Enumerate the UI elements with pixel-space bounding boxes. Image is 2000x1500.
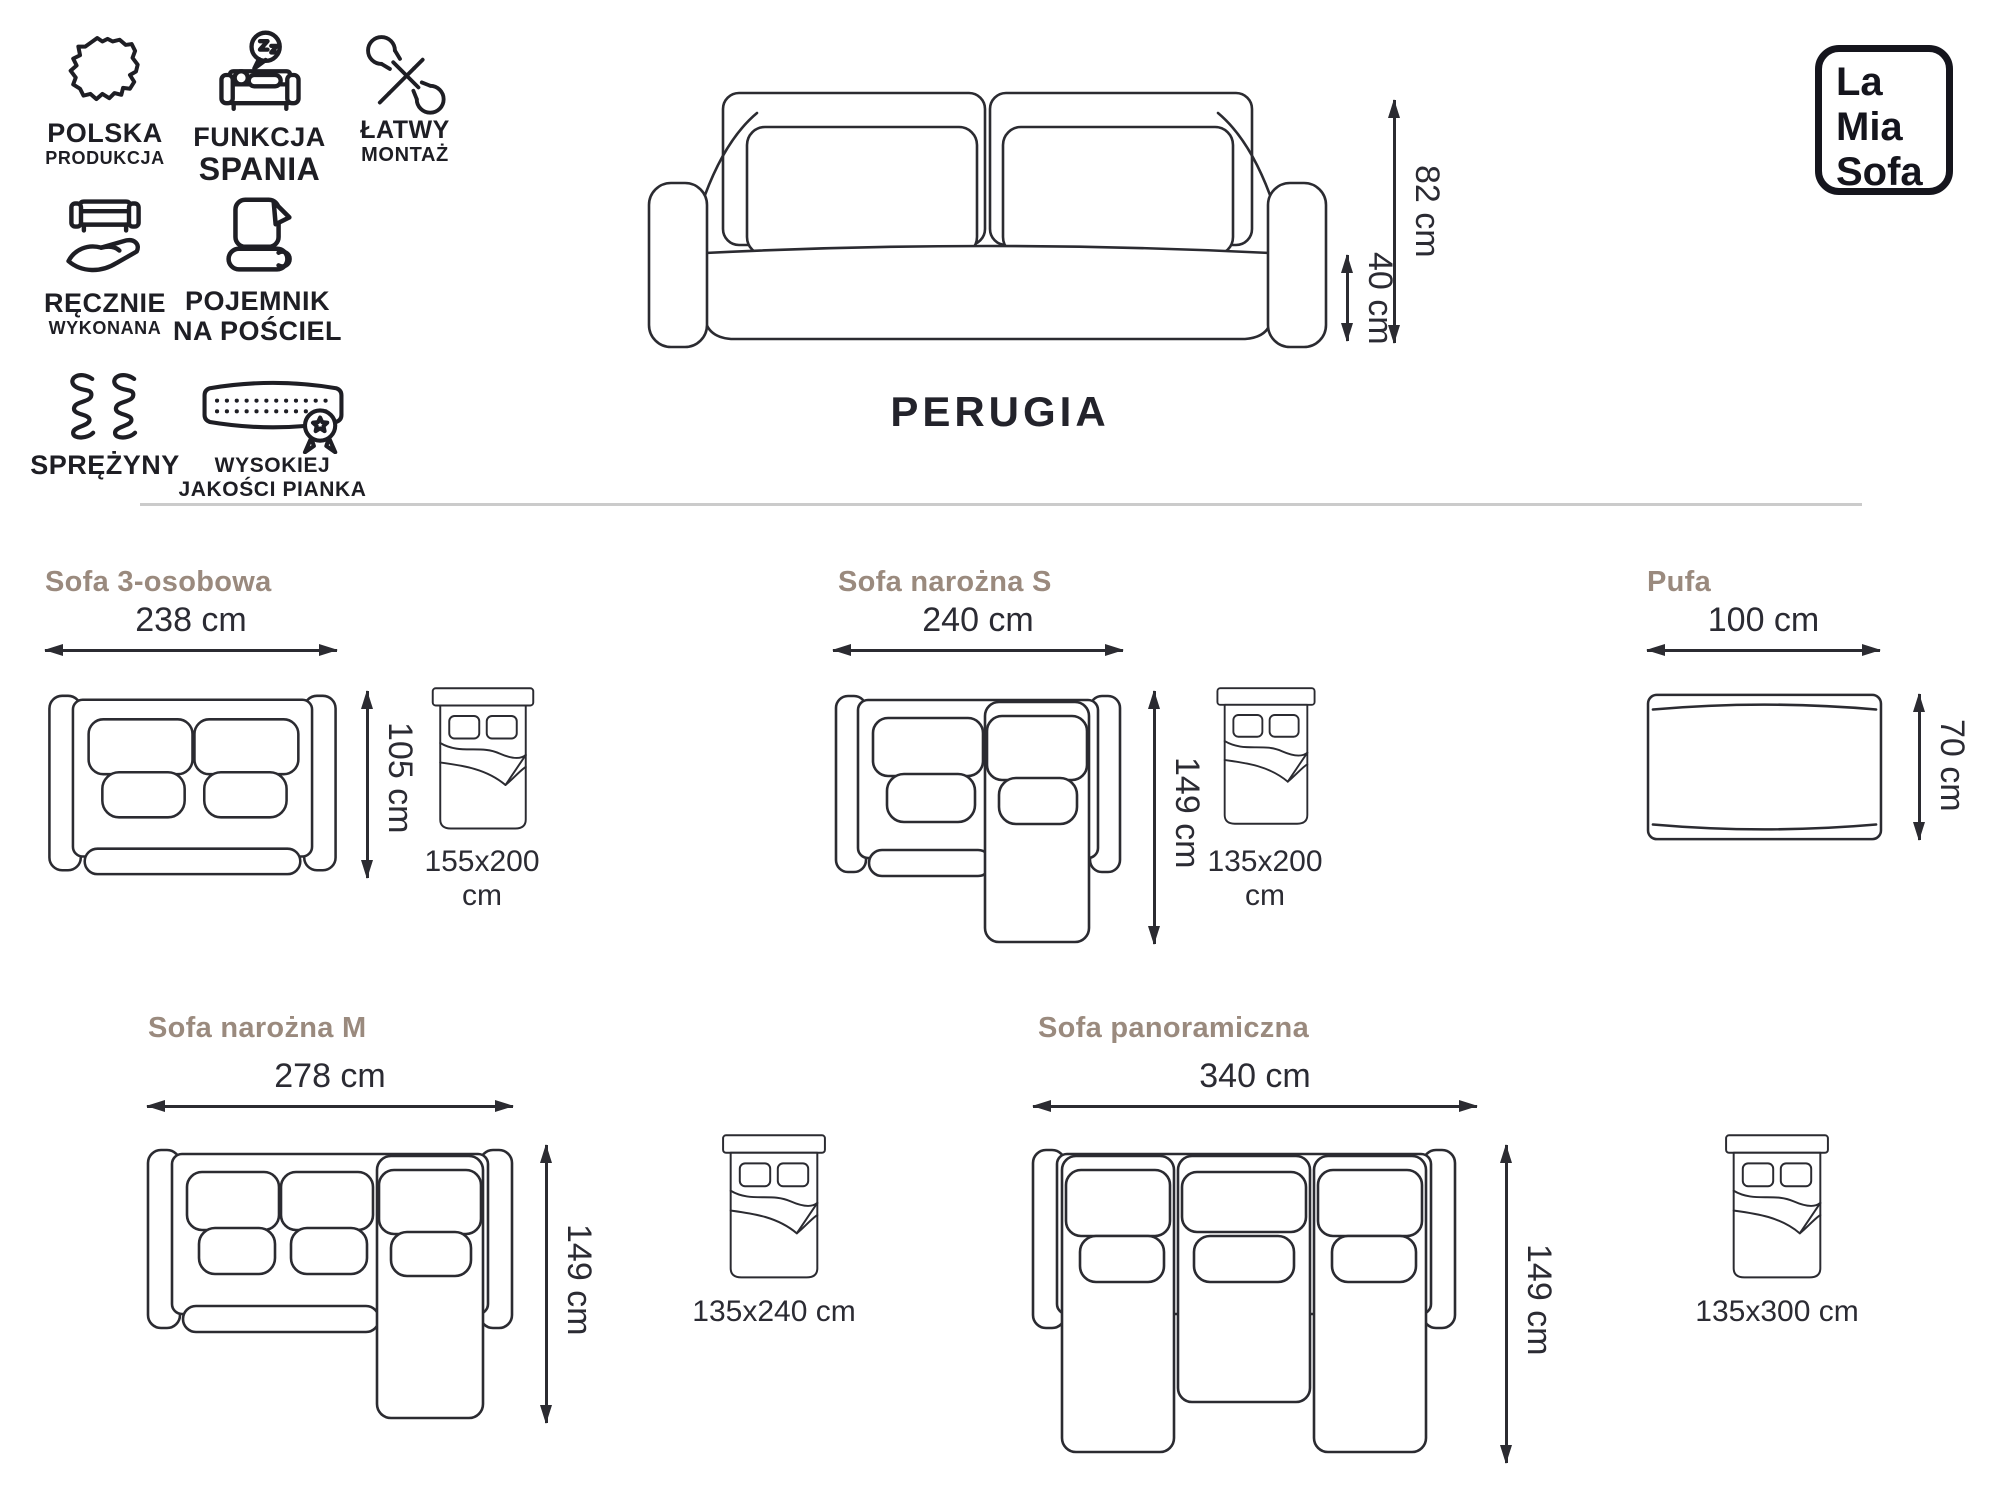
- feature-label: RĘCZNIE: [43, 288, 166, 318]
- bed-icon: [1717, 1133, 1837, 1285]
- variant5-depth-label: 149 cm: [1520, 1244, 1558, 1356]
- hero-height-label: 82 cm: [1408, 165, 1446, 258]
- variant1-depth-label: 105 cm: [381, 722, 419, 834]
- feature-label: FUNKCJA: [193, 122, 326, 152]
- brand-logo-line1: La: [1836, 60, 1883, 104]
- handmade-icon: [56, 192, 154, 288]
- hero-seat-height-label: 40 cm: [1361, 252, 1399, 345]
- variant3-depth-label: 70 cm: [1933, 719, 1971, 812]
- variant4-depth-arrow: [545, 1145, 548, 1423]
- variant2-depth-label: 149 cm: [1168, 757, 1206, 869]
- variant2-depth-arrow: [1153, 691, 1156, 944]
- brand-logo-line3: Sofa: [1836, 149, 1923, 194]
- variant1-depth-arrow: [366, 691, 369, 878]
- variant-title-sofa-panoramiczna: Sofa panoramiczna: [1038, 1012, 1309, 1044]
- sofa-narozna-s-top-view-drawing: [833, 686, 1123, 948]
- feature-label: ŁATWY: [360, 116, 450, 144]
- feature-sublabel: MONTAŻ: [361, 144, 449, 166]
- variant5-width-arrow: [1033, 1105, 1477, 1108]
- variant5-bed-size-label: 135x300 cm: [1695, 1295, 1859, 1328]
- feature-pojemnik-na-posciel: [165, 188, 350, 346]
- sofa-3-osobowa-top-view-drawing: [45, 686, 340, 882]
- sofa-panoramiczna-top-view-drawing: [1030, 1140, 1458, 1465]
- feature-label: POJEMNIK: [184, 286, 331, 316]
- section-divider: [140, 503, 1862, 506]
- feature-sublabel: PRODUKCJA: [45, 148, 165, 169]
- variant2-bed-size-label: 135x200 cm: [1207, 845, 1323, 912]
- foam-quality-icon: [193, 374, 353, 454]
- pufa-top-view-drawing: [1643, 690, 1886, 844]
- variant-title-sofa-narozna-s: Sofa narożna S: [838, 566, 1052, 598]
- sofa-narozna-m-top-view-drawing: [145, 1140, 515, 1425]
- variant1-width-label: 238 cm: [135, 601, 247, 639]
- variant3-width-arrow: [1647, 649, 1880, 652]
- hero-seat-height-arrow: [1346, 255, 1349, 341]
- bedding-storage-icon: [209, 188, 307, 286]
- variant3-width-label: 100 cm: [1707, 601, 1820, 639]
- sofa-front-view-drawing: [635, 55, 1340, 355]
- bed-icon: [430, 686, 536, 836]
- springs-icon: [59, 368, 151, 450]
- bed-icon: [1215, 686, 1317, 831]
- feature-sublabel: JAKOŚCI PIANKA: [178, 478, 367, 502]
- variant4-depth-label: 149 cm: [560, 1224, 598, 1336]
- feature-sublabel: SPANIA: [198, 151, 321, 188]
- variant2-width-arrow: [833, 649, 1123, 652]
- variant-title-sofa-narozna-m: Sofa narożna M: [148, 1012, 367, 1044]
- variant1-width-arrow: [45, 649, 337, 652]
- feature-label: POLSKA: [47, 118, 163, 148]
- page-title: PERUGIA: [890, 388, 1110, 435]
- bed-icon: [714, 1133, 834, 1285]
- variant5-width-label: 340 cm: [1199, 1057, 1311, 1095]
- feature-latwy-montaz: [330, 32, 480, 167]
- feature-sublabel: WYKONANA: [48, 318, 162, 339]
- feature-funkcja-spania: [172, 28, 347, 188]
- brand-logo: [1815, 45, 1953, 195]
- variant4-width-label: 278 cm: [274, 1057, 386, 1095]
- variant1-bed-size-label: 155x200 cm: [424, 845, 540, 912]
- feature-wysokiej-jakosci-pianka: [165, 374, 380, 502]
- variant-title-sofa-3-osobowa: Sofa 3-osobowa: [45, 566, 272, 598]
- variant-title-pufa: Pufa: [1647, 566, 1712, 598]
- feature-polska-produkcja: [20, 32, 190, 169]
- variant5-depth-arrow: [1505, 1145, 1508, 1463]
- poland-map-icon: [59, 32, 151, 118]
- variant3-depth-arrow: [1918, 694, 1921, 840]
- tools-icon: [363, 32, 447, 116]
- variant4-width-arrow: [147, 1105, 513, 1108]
- variant2-width-label: 240 cm: [922, 601, 1034, 639]
- feature-label: WYSOKIEJ: [214, 454, 331, 477]
- sleep-function-icon: [211, 28, 309, 122]
- feature-label: SPRĘŻYNY: [30, 450, 180, 480]
- variant4-bed-size-label: 135x240 cm: [692, 1295, 856, 1328]
- feature-sublabel: NA POŚCIEL: [172, 316, 343, 347]
- brand-logo-line2: Mia: [1836, 104, 1903, 149]
